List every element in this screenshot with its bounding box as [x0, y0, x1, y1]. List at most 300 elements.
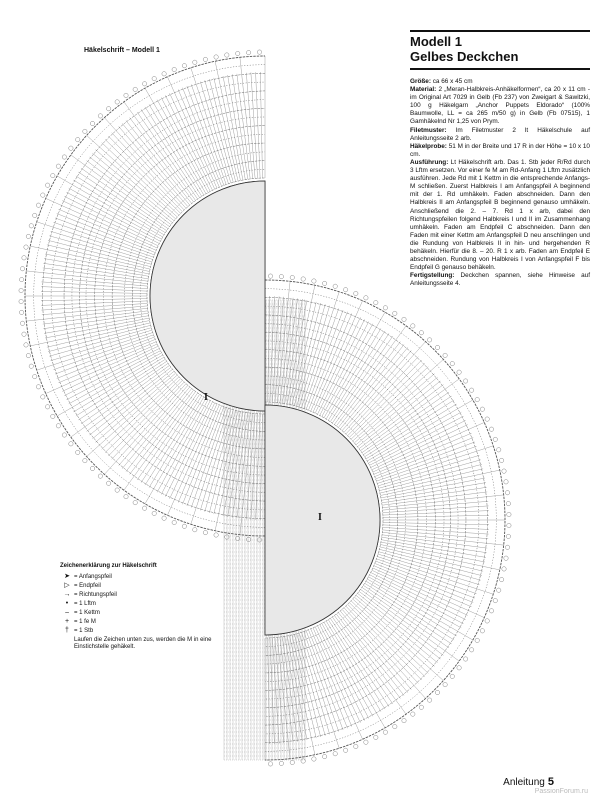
chart-stitch-spoke-bottom [374, 566, 472, 607]
chart-picot-top [172, 67, 176, 71]
chart-stitch-spoke-bottom [320, 322, 369, 416]
chart-picot-top [69, 442, 73, 446]
chart-stitch-spoke-bottom [297, 304, 326, 406]
chart-picot-top [41, 395, 45, 399]
chart-picot-bottom [419, 705, 423, 709]
chart-picot-bottom [374, 735, 378, 739]
chart-stitch-spoke-bottom [340, 347, 408, 429]
chart-stitch-spoke-bottom [275, 297, 284, 403]
chart-stitch-spoke-bottom [311, 629, 352, 727]
chart-picot-top [246, 537, 250, 541]
chart-picot-bottom [411, 712, 415, 716]
chart-stitch-spoke-top [26, 308, 147, 321]
symbol-legend [60, 562, 220, 652]
chart-stitch-spoke-bottom [383, 530, 489, 539]
chart-picot-top [33, 213, 37, 217]
chart-stitch-spoke-bottom [382, 495, 503, 508]
chart-picot-bottom [354, 744, 358, 748]
chart-stitch-spoke-top [130, 390, 194, 474]
semicircle-form-bottom-overlay [265, 405, 380, 635]
start-arrow-icon: ➤ [64, 572, 70, 580]
chart-picot-top [182, 63, 186, 67]
chart-stitch-spoke-bottom [379, 552, 481, 581]
chart-stitch-spoke-bottom [336, 614, 400, 698]
chart-picot-top [22, 332, 26, 336]
chart-picot-bottom [435, 690, 439, 694]
chart-stitch-spoke-bottom [383, 527, 489, 534]
chart-stitch-spoke-top [43, 313, 148, 329]
instruction-execution: Ausführung: Lt Häkelschrift arb. Das 1. Stb jeder R/Rd durch 3 Lftm ersetzen. Vor einer fe M am Rd-Anfang 1 Lftm zusätzlich ausführen. Jede Rd mit 1 Kettm in die entsprechende Anfangs-M schließen. Zuerst Halbkreis I am Anfangspfeil A beginnend mit der 1. Rd umhäkeln. Faden abschneiden. Dann den Halbkreis II am Anfangspfeil B beginnend genauso umhäkeln. Anschließend die 2. – 7. Rd 1 x arb, dabei den Richtungspfeilen folgend Halbkreis I und II im Zusammenhang umhäkeln. Faden am Endpfeil C abschneiden. Dann den Faden mit einer Kettm am Anfangspfeil D neu anschlingen und die Rundung von Halbkreis II in hin- und hergehenden R behäkeln. Hierfür die 8. – 20. R 1 x arb. Faden am Endpfeil E abschneiden. Rundung von Halbkreis I von Anfangspfeil F bis Endpfeil G genauso behäkeln. [410, 158, 590, 272]
chart-stitch-spoke-top [214, 411, 238, 514]
chart-picot-top [152, 511, 156, 515]
chart-picot-top [203, 530, 207, 534]
chart-picot-bottom [499, 577, 503, 581]
chart-stitch-spoke-top [205, 80, 234, 182]
chart-stitch-spoke-top [49, 328, 151, 357]
watermark: PassionForum.ru [534, 788, 588, 795]
chart-picot-bottom [505, 545, 509, 549]
chart-stitch-spoke-top [191, 68, 229, 184]
chart-picot-bottom [463, 657, 467, 661]
chart-stitch-spoke-bottom [292, 302, 316, 405]
chart-picot-bottom [489, 427, 493, 431]
chart-stitch-spoke-bottom [379, 464, 482, 490]
chart-stitch-spoke-top [237, 74, 250, 179]
chart-stitch-spoke-top [26, 271, 147, 284]
chart-picot-top [115, 100, 119, 104]
chart-picot-top [36, 385, 40, 389]
chart-stitch-spoke-top [223, 76, 243, 180]
chart-stitch-spoke-top [90, 369, 173, 435]
chart-picot-top [142, 82, 146, 86]
chart-picot-top [98, 474, 102, 478]
chart-stitch-spoke-bottom [377, 557, 493, 595]
chart-stitch-spoke-bottom [348, 604, 422, 680]
chart-picot-top [19, 288, 23, 292]
chart-picot-bottom [393, 724, 397, 728]
chart-picot-top [236, 51, 240, 55]
instruction-size: Größe: ca 66 x 45 cm [410, 78, 473, 85]
chart-picot-bottom [312, 279, 316, 283]
chart-picot-top [19, 277, 23, 281]
instruction-finishing: Fertigstellung: Deckchen spannen, siehe Hinweise auf Anleitungsseite 4. [410, 272, 590, 288]
legend-note: Laufen die Zeichen unten zus, werden die M in eine Einstichstelle gehäkelt. [74, 636, 212, 651]
chart-stitch-spoke-bottom [379, 549, 482, 575]
chart-stitch-spoke-bottom [370, 416, 464, 465]
chart-picot-top [225, 53, 229, 57]
chart-stitch-spoke-bottom [342, 350, 411, 430]
end-arrow-icon: ▷ [64, 581, 70, 589]
chart-stitch-spoke-top [122, 123, 190, 205]
chart-stitch-spoke-top [256, 72, 261, 178]
chart-stitch-spoke-top [105, 139, 181, 213]
chart-picot-bottom [493, 437, 497, 441]
chart-picot-top [115, 488, 119, 492]
chart-stitch-spoke-top [41, 299, 147, 301]
chart-stitch-spoke-top [78, 361, 166, 420]
chart-stitch-spoke-bottom [349, 603, 425, 677]
chart-picot-top [193, 60, 197, 64]
chart-picot-bottom [450, 674, 454, 678]
chart-picot-bottom [475, 638, 479, 642]
chart-stitch-spoke-bottom [349, 363, 425, 437]
legend-item-start-arrow: ➤ = Anfangspfeil [60, 573, 220, 582]
legend-item-slip: ⌢ = 1 Kettm [60, 609, 220, 618]
chart-picot-bottom [427, 338, 431, 342]
chart-stitch-spoke-top [44, 316, 149, 334]
chart-picot-top [133, 500, 137, 504]
slip-stitch-icon: ⌢ [64, 608, 70, 616]
chart-stitch-spoke-bottom [330, 618, 389, 706]
chart-picot-top [69, 146, 73, 150]
chart-stitch-spoke-bottom [363, 585, 451, 644]
chart-stitch-spoke-bottom [354, 597, 434, 666]
chart-stitch-spoke-top [119, 126, 188, 206]
chart-picot-bottom [268, 762, 272, 766]
chart-picot-top [36, 203, 40, 207]
chart-stitch-spoke-top [41, 291, 147, 293]
chart-stitch-spoke-top [41, 282, 147, 289]
instructions-panel [410, 30, 590, 288]
chart-picot-bottom [507, 523, 511, 527]
chart-picot-top [133, 87, 137, 91]
legend-item-direction-arrow: → = Richtungspfeil [60, 591, 220, 600]
chart-stitch-spoke-top [141, 394, 200, 482]
chart-stitch-spoke-top [87, 161, 171, 225]
chart-stitch-spoke-top [137, 393, 198, 480]
chart-stitch-spoke-bottom [383, 501, 489, 510]
chart-picot-bottom [450, 361, 454, 365]
chart-stitch-spoke-bottom [332, 336, 393, 423]
legend-item-chain: • = 1 Lftm [60, 600, 220, 609]
chart-picot-bottom [312, 757, 316, 761]
model-number: Modell 1 [410, 34, 463, 49]
chart-picot-top [142, 506, 146, 510]
chart-stitch-spoke-top [87, 367, 171, 431]
chart-picot-top [56, 424, 60, 428]
chart-stitch-spoke-top [260, 72, 262, 178]
chart-stitch-spoke-bottom [363, 396, 451, 455]
chart-picot-top [106, 107, 110, 111]
chart-stitch-spoke-bottom [383, 525, 489, 530]
chart-picot-top [45, 183, 49, 187]
chart-stitch-spoke-top [37, 222, 153, 260]
chart-stitch-spoke-top [161, 401, 210, 495]
chart-stitch-spoke-top [81, 363, 168, 424]
chart-picot-top [19, 310, 23, 314]
chart-stitch-spoke-bottom [302, 292, 340, 408]
chart-picot-top [24, 343, 28, 347]
chart-picot-bottom [505, 491, 509, 495]
chart-stitch-spoke-top [105, 379, 181, 453]
chart-picot-bottom [290, 760, 294, 764]
chart-picot-bottom [457, 666, 461, 670]
chart-stitch-spoke-top [191, 408, 229, 524]
chart-picot-bottom [419, 331, 423, 335]
chart-picot-top [193, 528, 197, 532]
chart-stitch-spoke-bottom [359, 591, 443, 655]
chart-stitch-spoke-bottom [313, 301, 363, 413]
chart-stitch-spoke-top [41, 301, 147, 306]
legend-title: Zeichenerklärung zur Häkelschrift [60, 563, 157, 569]
chart-picot-bottom [504, 480, 508, 484]
chart-stitch-spoke-bottom [383, 515, 489, 517]
chart-stitch-spoke-top [41, 287, 147, 292]
chart-picot-bottom [463, 379, 467, 383]
legend-item-double: † = 1 Stb [60, 627, 220, 636]
chart-stitch-spoke-top [48, 240, 151, 266]
chart-picot-top [24, 245, 28, 249]
chart-picot-top [45, 405, 49, 409]
chart-picot-bottom [354, 291, 358, 295]
chart-picot-bottom [469, 388, 473, 392]
double-crochet-icon: † [65, 626, 69, 634]
chart-picot-top [51, 173, 55, 177]
chart-picot-bottom [343, 748, 347, 752]
chart-stitch-spoke-bottom [322, 324, 373, 417]
chart-picot-bottom [502, 469, 506, 473]
chart-picot-bottom [475, 397, 479, 401]
chart-picot-top [56, 164, 60, 168]
semicircle-label-bottom: I [318, 512, 322, 523]
chart-picot-bottom [301, 759, 305, 763]
model-header [410, 30, 590, 70]
chart-picot-top [214, 55, 218, 59]
chart-stitch-spoke-bottom [342, 609, 411, 689]
chart-stitch-spoke-bottom [354, 374, 434, 443]
chart-stitch-spoke-bottom [356, 377, 438, 445]
chart-stitch-spoke-top [108, 136, 182, 212]
chart-picot-bottom [443, 682, 447, 686]
chart-stitch-spoke-top [92, 153, 174, 221]
chart-stitch-spoke-top [59, 209, 157, 250]
chart-stitch-spoke-bottom [340, 611, 408, 693]
chart-stitch-spoke-bottom [280, 637, 293, 742]
chart-picot-top [29, 224, 33, 228]
chart-stitch-spoke-bottom [330, 333, 389, 421]
chart-picot-top [214, 533, 218, 537]
chart-picot-top [152, 76, 156, 80]
chart-picot-bottom [507, 512, 511, 516]
chart-stitch-spoke-bottom [381, 478, 485, 498]
chart-picot-bottom [393, 311, 397, 315]
chart-stitch-spoke-bottom [383, 506, 489, 513]
chart-stitch-spoke-bottom [383, 523, 489, 525]
chart-stitch-spoke-top [137, 112, 198, 199]
chart-stitch-spoke-top [178, 405, 219, 503]
chart-stitch-spoke-top [42, 306, 148, 315]
instruction-pattern: Filetmuster: Im Filetmuster 2 lt Häkelschule auf Anleitungsseite 2 arb. [410, 126, 590, 142]
chart-stitch-spoke-bottom [336, 342, 400, 426]
chart-stitch-spoke-bottom [381, 483, 486, 501]
chart-stitch-spoke-top [47, 323, 150, 347]
chart-picot-bottom [502, 567, 506, 571]
direction-arrow-icon: → [63, 590, 71, 598]
instruction-material: Material: 2 „Meran-Halbkreis-Anhäkelformen“, ca 20 x 11 cm - im Original Art 7029 in Gelb (Fb 237) von Zweigart & Sawitzki, 100 g Häkelgarn „Anchor Puppets Eldorado“ (100% Baumwolle, LL = ca 265 m/50 g) in Gelb (Fb 07515), 1 Gamhäkelnd Nr 1,25 von Prym. [410, 86, 590, 126]
chart-picot-bottom [506, 501, 510, 505]
chart-picot-bottom [364, 740, 368, 744]
chart-picot-bottom [469, 648, 473, 652]
chart-stitch-spoke-top [44, 259, 149, 277]
chart-picot-top [22, 256, 26, 260]
chart-picot-bottom [301, 277, 305, 281]
chart-stitch-spoke-top [67, 351, 161, 400]
chart-picot-top [20, 267, 24, 271]
chart-stitch-spoke-top [214, 78, 238, 181]
chart-picot-top [90, 121, 94, 125]
chart-stitch-spoke-bottom [368, 412, 461, 463]
chart-picot-bottom [402, 317, 406, 321]
chart-picot-top [106, 481, 110, 485]
chart-picot-top [20, 321, 24, 325]
chart-picot-bottom [322, 754, 326, 758]
chart-picot-top [225, 535, 229, 539]
chart-picot-bottom [343, 288, 347, 292]
chart-picot-top [76, 137, 80, 141]
chart-picot-bottom [374, 300, 378, 304]
chart-stitch-spoke-top [141, 109, 200, 197]
chart-stitch-spoke-top [240, 57, 253, 178]
chart-stitch-spoke-bottom [382, 487, 487, 503]
chart-stitch-spoke-bottom [380, 547, 483, 571]
chart-picot-top [182, 524, 186, 528]
semicircle-label-top: I [204, 392, 208, 403]
chart-stitch-spoke-bottom [381, 542, 485, 562]
chart-stitch-spoke-bottom [311, 314, 352, 412]
single-crochet-icon: + [64, 617, 70, 625]
chart-picot-bottom [480, 629, 484, 633]
chart-stitch-spoke-top [108, 380, 182, 456]
chart-picot-bottom [457, 370, 461, 374]
chart-picot-bottom [443, 353, 447, 357]
chart-stitch-spoke-top [47, 245, 150, 269]
chart-picot-bottom [333, 752, 337, 756]
chart-stitch-spoke-bottom [277, 637, 290, 758]
chart-picot-bottom [333, 284, 337, 288]
chart-stitch-spoke-top [78, 172, 166, 231]
chart-stitch-spoke-bottom [302, 632, 340, 748]
chart-stitch-spoke-top [119, 385, 188, 465]
chart-stitch-spoke-top [92, 371, 174, 439]
chart-stitch-spoke-top [95, 150, 175, 219]
chart-picot-top [124, 494, 128, 498]
footer-label: Anleitung [503, 777, 545, 788]
chart-picot-bottom [411, 324, 415, 328]
chart-picot-bottom [489, 609, 493, 613]
chart-stitch-spoke-top [95, 373, 175, 442]
chart-stitch-spoke-top [46, 198, 158, 248]
chart-stitch-spoke-top [205, 410, 234, 512]
chart-picot-bottom [364, 296, 368, 300]
legend-item-single: + = 1 fe M [60, 618, 220, 627]
chart-stitch-spoke-bottom [356, 595, 438, 663]
chart-stitch-spoke-top [246, 414, 255, 520]
chart-stitch-spoke-top [42, 277, 148, 286]
chart-stitch-spoke-top [167, 404, 217, 516]
chart-picot-top [83, 129, 87, 133]
chart-picot-bottom [497, 588, 501, 592]
chart-stitch-spoke-top [178, 90, 219, 188]
model-rule [410, 68, 590, 70]
chart-picot-bottom [322, 281, 326, 285]
chart-picot-top [19, 299, 23, 303]
chart-stitch-spoke-top [157, 100, 208, 193]
chart-picot-top [26, 353, 30, 357]
chart-stitch-spoke-top [130, 118, 194, 202]
instruction-text [410, 78, 590, 288]
chart-picot-bottom [435, 345, 439, 349]
chart-picot-bottom [506, 534, 510, 538]
chart-picot-top [98, 114, 102, 118]
chart-picot-bottom [290, 275, 294, 279]
chart-stitch-spoke-bottom [382, 532, 503, 545]
page-number: 5 [547, 776, 554, 788]
chart-stitch-spoke-bottom [358, 381, 441, 447]
chart-stitch-spoke-top [240, 413, 253, 534]
chart-picot-top [172, 520, 176, 524]
chart-stitch-spoke-top [46, 344, 158, 394]
chart-stitch-spoke-top [49, 236, 151, 264]
chart-stitch-spoke-bottom [373, 422, 485, 472]
chart-stitch-spoke-top [45, 254, 149, 274]
chart-picot-top [246, 50, 250, 54]
chart-stitch-spoke-top [45, 318, 149, 338]
chart-stitch-spoke-top [48, 325, 151, 351]
chart-stitch-spoke-top [246, 73, 255, 179]
chart-picot-bottom [402, 718, 406, 722]
chart-picot-top [257, 50, 261, 54]
chart-picot-top [83, 458, 87, 462]
chart-stitch-spoke-bottom [379, 460, 481, 489]
chart-picot-top [90, 466, 94, 470]
chart-stitch-spoke-bottom [380, 469, 483, 493]
chart-heading: Häkelschrift – Modell 1 [84, 47, 160, 54]
model-name: Gelbes Deckchen [410, 49, 519, 64]
chart-picot-bottom [485, 417, 489, 421]
chain-stitch-icon: • [65, 599, 69, 607]
chart-stitch-spoke-top [41, 303, 147, 310]
chart-stitch-spoke-bottom [374, 433, 472, 474]
chart-picot-top [51, 414, 55, 418]
chart-picot-top [26, 234, 30, 238]
chart-picot-top [162, 516, 166, 520]
chart-stitch-spoke-bottom [381, 540, 486, 558]
chart-picot-bottom [497, 448, 501, 452]
chart-picot-bottom [427, 698, 431, 702]
chart-stitch-spoke-bottom [280, 298, 293, 403]
chart-picot-bottom [504, 556, 508, 560]
instruction-gauge: Häkelprobe: 51 M in der Breite und 17 R in der Höhe = 10 x 10 cm. [410, 142, 590, 158]
chart-picot-bottom [279, 274, 283, 278]
chart-picot-bottom [493, 598, 497, 602]
chart-stitch-spoke-bottom [292, 635, 316, 738]
chart-stitch-spoke-bottom [322, 623, 373, 716]
chart-stitch-spoke-top [251, 414, 258, 520]
chart-stitch-spoke-bottom [348, 360, 422, 436]
semicircle-form-top-overlay [150, 181, 265, 411]
chart-stitch-spoke-bottom [383, 511, 489, 515]
legend-item-end-arrow: ▷ = Endpfeil [60, 582, 220, 591]
chart-stitch-spoke-bottom [359, 385, 443, 449]
chart-stitch-spoke-bottom [275, 638, 284, 744]
chart-picot-top [33, 374, 37, 378]
chart-picot-bottom [485, 619, 489, 623]
chart-stitch-spoke-top [122, 387, 190, 469]
chart-stitch-spoke-bottom [277, 281, 290, 402]
chart-picot-bottom [499, 458, 503, 462]
chart-stitch-spoke-bottom [332, 617, 393, 704]
chart-stitch-spoke-bottom [297, 634, 326, 736]
